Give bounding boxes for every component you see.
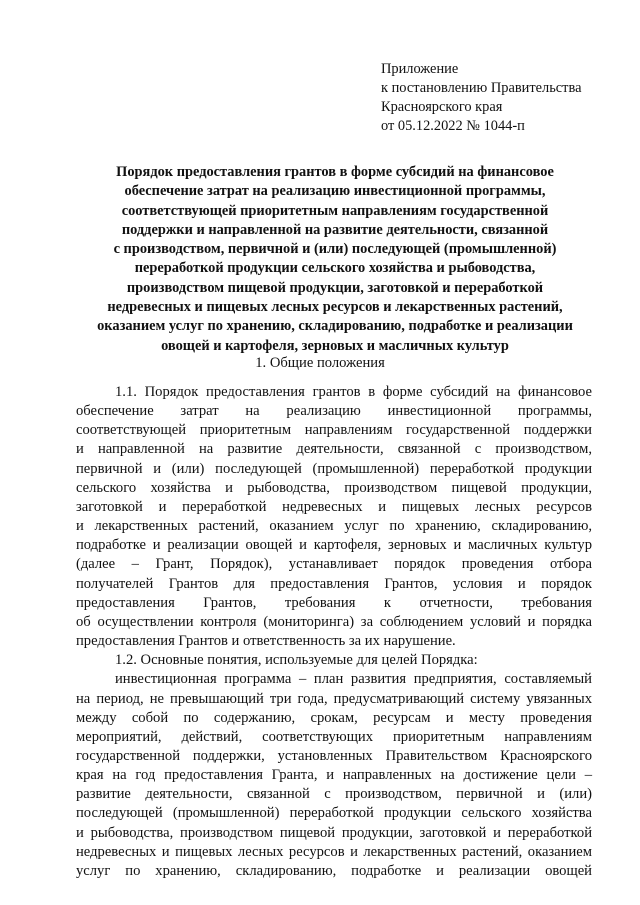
title-line: оказанием услуг по хранению, складированию, подработке и реализации: [97, 318, 573, 335]
text-line: и направленной на развитие деятельности, связанной с производством,: [76, 441, 592, 458]
title-line: переработкой продукции сельского хозяйства и рыбоводства,: [134, 260, 536, 277]
title-line: поддержки и направленной на развитие деятельности, связанной: [121, 221, 549, 238]
title-line: с производством, первичной и (или) последующей (промышленной): [113, 241, 557, 258]
appendix-line: Приложение: [381, 61, 459, 77]
text-line: услуг по хранению, складированию, подработке и реализации овощей: [76, 862, 592, 879]
text-line: предоставления Грантов, требования к отчетности, требования: [76, 594, 592, 611]
text-line: государственной поддержки, установленных Правительством Красноярского: [76, 747, 592, 764]
text-line: сельского хозяйства и рыбоводства, производством пищевой продукции,: [76, 479, 592, 496]
text-line: получателей Грантов для предоставления Грантов, условия и порядок: [76, 575, 592, 592]
title-line: овощей и картофеля, зерновых и масличных культур: [161, 337, 509, 354]
text-line: первичной и (или) последующей (промышленной) переработкой продукции: [76, 460, 592, 477]
paragraph-1-1: [76, 383, 592, 651]
text-line: на период, не превышающий три года, предусматривающий систему увязанных: [76, 690, 592, 707]
text-line: подработке и реализации овощей и картофеля, зерновых и масличных культур: [76, 537, 592, 554]
title-line: Порядок предоставления грантов в форме субсидий на финансовое: [116, 164, 554, 180]
paragraph-1-2: 1.2. Основные понятия, используемые для целей Порядка:: [115, 652, 478, 669]
section-heading: 1. Общие положения: [255, 355, 385, 371]
document-title: [70, 163, 600, 356]
text-line: соответствующей приоритетным направлениям государственной поддержки: [76, 422, 592, 439]
appendix-line: к постановлению Правительства: [381, 80, 582, 96]
title-line: производством пищевой продукции, заготовкой и переработкой: [126, 279, 544, 296]
text-line: последующей (промышленной) переработкой продукции сельского хозяйства: [76, 805, 592, 822]
appendix-line: от 05.12.2022 № 1044-п: [381, 118, 525, 134]
text-line: обеспечение затрат на реализацию инвестиционной программы,: [76, 403, 592, 420]
title-line: соответствующей приоритетным направлениям государственной: [121, 202, 549, 219]
text-line: (далее – Грант, Порядок), устанавливает порядок проведения отбора: [76, 556, 592, 573]
text-line: края на год предоставления Гранта, и направленных на достижение цели –: [76, 767, 592, 784]
title-line: недревесных и пищевых лесных ресурсов и лекарственных растений,: [107, 299, 563, 316]
text-line: мероприятий, действий, соответствующих приоритетным направлениям: [76, 728, 592, 745]
appendix-block: [381, 60, 581, 136]
title-line: обеспечение затрат на реализацию инвестиционной программы,: [124, 183, 546, 200]
text-line: 1.1. Порядок предоставления грантов в форме субсидий на финансовое: [115, 384, 592, 400]
text-line: развитие деятельности, связанной с производством, первичной и (или): [76, 786, 592, 803]
appendix-line: Красноярского края: [381, 99, 503, 115]
text-line: и рыбоводства, производством пищевой продукции, заготовкой и переработкой: [76, 824, 592, 841]
document-body: [76, 383, 592, 881]
text-line: недревесных и пищевых лесных ресурсов и лекарственных растений, оказанием: [76, 843, 592, 860]
text-line: заготовкой и переработкой недревесных и пищевых лесных ресурсов: [76, 498, 592, 515]
text-line: предоставления Грантов и ответственность за их нарушение.: [76, 633, 456, 650]
text-line: между собой по содержанию, срокам, ресурсам и месту проведения: [76, 709, 592, 726]
text-line: и лекарственных растений, оказанием услуг по хранению, складированию,: [76, 518, 592, 535]
paragraph-definition: [76, 670, 592, 881]
text-line: об осуществлении контроля (мониторинга) за соблюдением условий и порядка: [76, 613, 592, 630]
text-line: инвестиционная программа – план развития предприятия, составляемый: [115, 671, 592, 688]
